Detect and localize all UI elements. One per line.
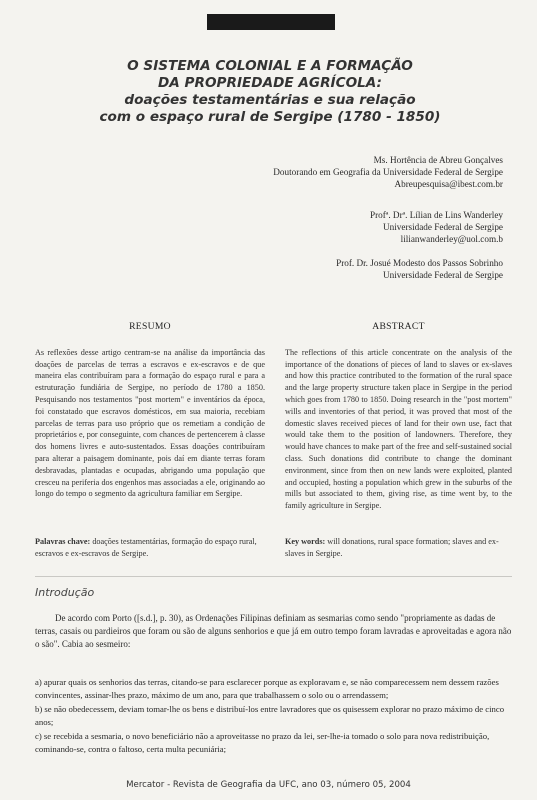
header-black-bar xyxy=(207,14,335,30)
keywords-text: doações testamentárias, formação do espaço rural, escravos e ex-escravos de Sergipe. xyxy=(35,537,257,558)
resumo-keywords xyxy=(35,536,265,560)
author-affiliation: Doutorando em Geografia da Universidade Federal de Sergipe xyxy=(273,167,503,177)
keywords-label: Palavras chave: xyxy=(35,537,91,546)
intro-paragraph: De acordo com Porto ([s.d.], p. 30), as Ordenações Filipinas definiam as sesmarias como sendo "propriamente as dadas de terras, casais ou pardieiros que foram ou são de alguns senhorios e que já em outro tempo foram lavradas e aproveitadas e agora não o são". Cabia ao sesmeiro: xyxy=(35,613,512,649)
list-item: a) apurar quais os senhorios das terras, citando-se para esclarecer porque as exploravam e, se não comparecessem nem dessem razões convincentes, assinar-lhes prazo, máximo de um ano, para que trabalhassem o solo ou o arrendassem; xyxy=(35,677,499,700)
resumo-heading: RESUMO xyxy=(129,321,171,332)
author-block-1 xyxy=(273,154,503,190)
author-block-2 xyxy=(370,209,503,245)
author-name: Profª. Drª. Lílian de Lins Wanderley xyxy=(369,210,503,220)
resumo-text: As reflexões desse artigo centram-se na análise da importância das doações de parcelas de terras a escravos e ex-escravos e de que maneira elas contribuíram para a formação do espaço rural e para a estruturação fundiária de Sergipe, no período de 1780 a 1850. Pesquisando nos testamentos "post mortem" e inventários da época, foi constatado que escravos domésticos, em sua maioria, recebiam parcelas de terras para uso próprio que os remetiam a condição de proprietários e, por conseguinte, com chances de pertencerem à classe dos homens livres e auto-sustentados. Essas doações contribuíram para alterar a paisagem dominante, pois daí em diante terras foram desbravadas, plantadas e ocupadas, abrigando uma população que cresceu na periferia dos engenhos mas associadas a ele, originando ao longo do tempo o segmento da agricultura familiar em Sergipe. xyxy=(35,347,265,499)
list-item: b) se não obedecessem, deviam tomar-lhe os bens e distribuí-los entre lavradores que os quisessem explorar no prazo máximo de cinco anos; xyxy=(35,704,505,727)
abstract-heading: ABSTRACT xyxy=(372,321,425,332)
keywords-text: will donations, rural space formation; slaves and ex-slaves in Sergipe. xyxy=(285,537,499,558)
page-footer: Mercator - Revista de Geografia da UFC, ano 03, número 05, 2004 xyxy=(126,780,411,790)
title-line-2: DA PROPRIEDADE AGRÍCOLA: xyxy=(157,75,382,91)
author-email: lilianwanderley@uol.com.b xyxy=(400,234,503,244)
title-line-1: O SISTEMA COLONIAL E A FORMAÇÃO xyxy=(127,58,413,74)
title-line-3: doações testamentárias e sua relação xyxy=(124,92,416,108)
list-item: c) se recebida a sesmaria, o novo beneficiário não a aproveitasse no prazo da lei, ser-lhe-ia tomado o solo para nova redistribuição, cominando-se, contra o faltoso, certa multa pecuniária; xyxy=(35,731,490,754)
intro-heading: Introdução xyxy=(35,586,95,599)
title-line-4: com o espaço rural de Sergipe (1780 - 1850) xyxy=(99,109,441,125)
intro-list xyxy=(35,676,512,758)
article-title xyxy=(60,58,480,126)
abstract-column xyxy=(285,321,512,512)
abstract-text: The reflections of this article concentrate on the analysis of the importance of the donations of pieces of land to slaves or ex-slaves and how this practice contributed to the formation of the rural space and the large property structure taken place in Sergipe in the period which goes from 1780 to 1850. Doing research in the "post mortem" wills and inventories of that period, it was proved that most of the domestic slaves received pieces of land for their own use, fact that would take them to the position of landowners. Therefore, they would have chances to make part of the free and self-sustained social class. Such donations did contribute to change the dominant environment, since from then on new lands were exploited, planted and occupied, hosting a population which grew in the suburbs of the mills but associated to them, giving rise, as time went by, to the family agriculture in Sergipe. xyxy=(285,347,512,511)
keywords-label: Key words: xyxy=(285,537,326,546)
author-name: Prof. Dr. Josué Modesto dos Passos Sobrinho xyxy=(336,258,503,268)
section-divider xyxy=(35,576,512,577)
resumo-column xyxy=(35,321,265,500)
author-block-3 xyxy=(336,257,503,281)
author-affiliation: Universidade Federal de Sergipe xyxy=(383,270,503,280)
abstract-keywords xyxy=(285,536,512,560)
author-affiliation: Universidade Federal de Sergipe xyxy=(383,222,503,232)
author-name: Ms. Hortência de Abreu Gonçalves xyxy=(373,155,503,165)
author-email: Abreupesquisa@ibest.com.br xyxy=(394,179,503,189)
